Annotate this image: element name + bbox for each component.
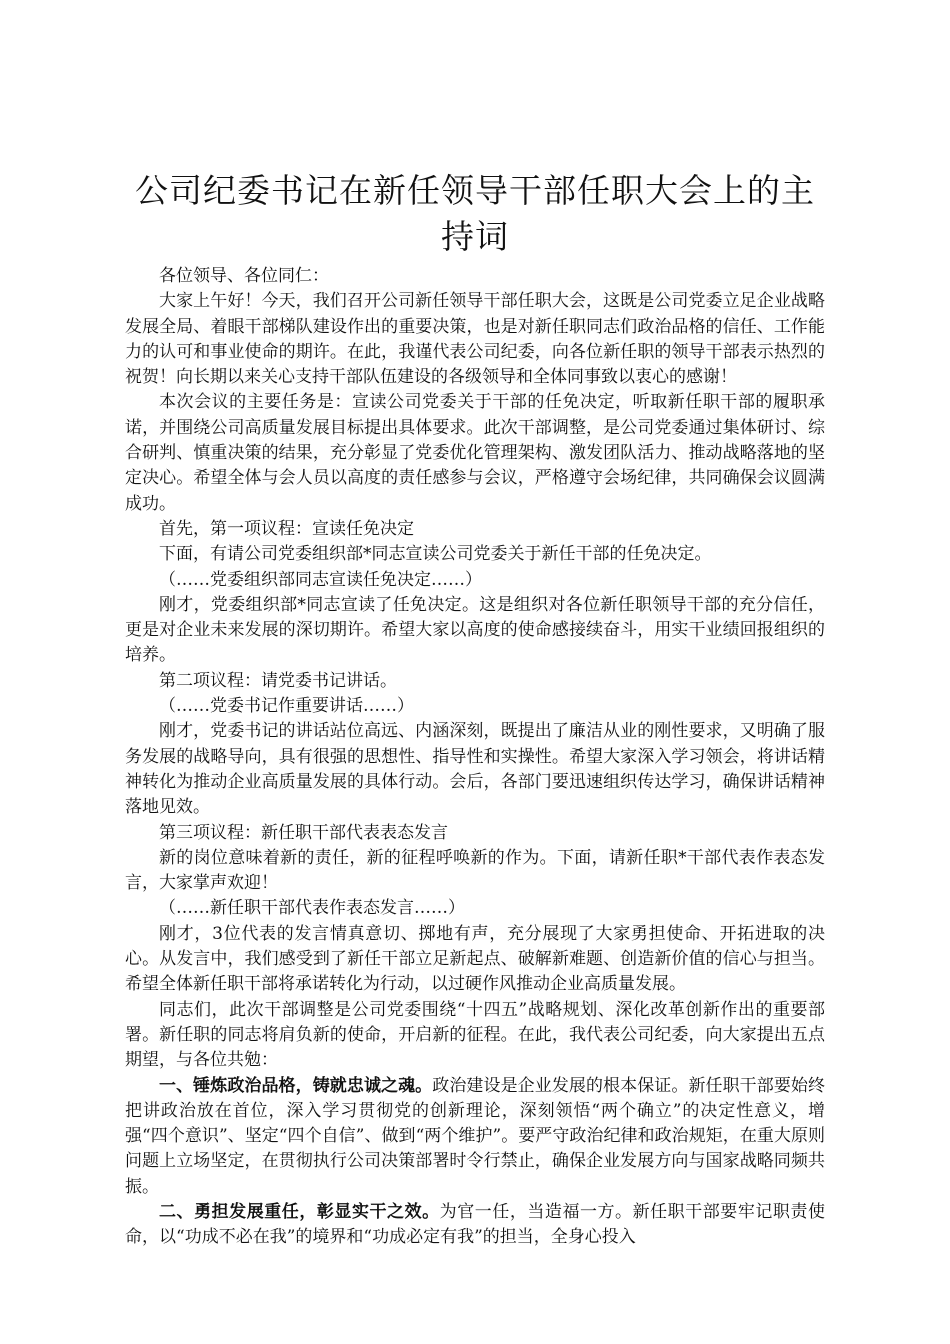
agenda-item-1-heading: 首先，第一项议程：宣读任免决定 [159,518,414,539]
expectations-paragraph: 同志们，此次干部调整是公司党委围绕“十四五”战略规划、深化改革创新作出的重要部署。新任职的同志将肩负新的使命，开启新的征程。在此，我代表公司纪委，向大家提出五点期望，与各位共勉： [125,999,825,1071]
agenda-item-2-action: （……党委书记作重要讲话……） [159,696,414,717]
point-1-heading: 一、锤炼政治品格，铸就忠诚之魂。 [159,1075,433,1096]
welcome-paragraph: 大家上午好！今天，我们召开公司新任领导干部任职大会，这既是公司党委立足企业战略发展全局、着眼干部梯队建设作出的重要决策，也是对新任职同志们政治品格的信任、工作能力的认可和事业使命的期许。在此，我谨代表公司纪委，向各位新任职的领导干部表示热烈的祝贺！向长期以来关心支持干部队伍建设的各级领导和全体同事致以衷心的感谢！ [125,291,825,388]
document-title: 公司纪委书记在新任领导干部任职大会上的主持词 [135,171,815,256]
point-1-text: 政治建设是企业发展的根本保证。新任职干部要始终把讲政治放在首位，深入学习贯彻党的创新理论，深刻领悟“两个确立”的决定性意义，增强“四个意识”、坚定“四个自信”、做到“两个维护”。要严守政治纪律和政治规矩，在重大原则问题上立场坚定，在贯彻执行公司决策部署时令行禁止，确保企业发展方向与国家战略同频共振。 [125,1075,826,1197]
agenda-item-3-comment: 刚才，3位代表的发言情真意切、掷地有声，充分展现了大家勇担使命、开拓进取的决心。从发言中，我们感受到了新任干部立足新起点、破解新难题、创造新价值的信心与担当。希望全体新任职干部将承诺转化为行动，以过硬作风推动企业高质量发展。 [125,923,825,995]
agenda-item-1-invite: 下面，有请公司党委组织部*同志宣读公司党委关于新任干部的任免决定。 [159,544,712,565]
document-body [125,264,825,1251]
point-2-heading: 二、勇担发展重任，彰显实干之效。 [159,1201,440,1222]
agenda-item-1-action: （……党委组织部同志宣读任免决定……） [159,569,482,590]
tasks-paragraph: 本次会议的主要任务是：宣读公司党委关于干部的任免决定，听取新任职干部的履职承诺，并围绕公司高质量发展目标提出具体要求。此次干部调整，是公司党委通过集体研讨、综合研判、慎重决策的结果，充分彰显了党委优化管理架构、激发团队活力、推动战略落地的坚定决心。希望全体与会人员以高度的责任感参与会议，严格遵守会场纪律，共同确保会议圆满成功。 [125,392,825,514]
point-2-text: 为官一任，当造福一方。新任职干部要牢记职责使命，以“功成不必在我”的境界和“功成必定有我”的担当，全身心投入 [125,1201,826,1248]
point-1-paragraph [125,1074,825,1200]
point-2-paragraph [125,1200,825,1251]
agenda-item-3-action: （……新任职干部代表作表态发言……） [159,898,465,919]
agenda-item-3-invite: 新的岗位意味着新的责任，新的征程呼唤新的作为。下面，请新任职*干部代表作表态发言，大家掌声欢迎！ [125,847,825,894]
agenda-item-3-heading: 第三项议程：新任职干部代表表态发言 [159,822,448,843]
agenda-item-2-heading: 第二项议程：请党委书记讲话。 [159,670,397,691]
agenda-item-2-comment: 刚才，党委书记的讲话站位高远、内涵深刻，既提出了廉洁从业的刚性要求，又明确了服务发展的战略导向，具有很强的思想性、指导性和实操性。希望大家深入学习领会，将讲话精神转化为推动企业高质量发展的具体行动。会后，各部门要迅速组织传达学习，确保讲话精神落地见效。 [125,721,825,818]
agenda-item-1-comment: 刚才，党委组织部*同志宣读了任免决定。这是组织对各位新任职领导干部的充分信任，更是对企业未来发展的深切期许。希望大家以高度的使命感接续奋斗，用实干业绩回报组织的培养。 [125,594,825,666]
salutation: 各位领导、各位同仁： [159,266,329,286]
